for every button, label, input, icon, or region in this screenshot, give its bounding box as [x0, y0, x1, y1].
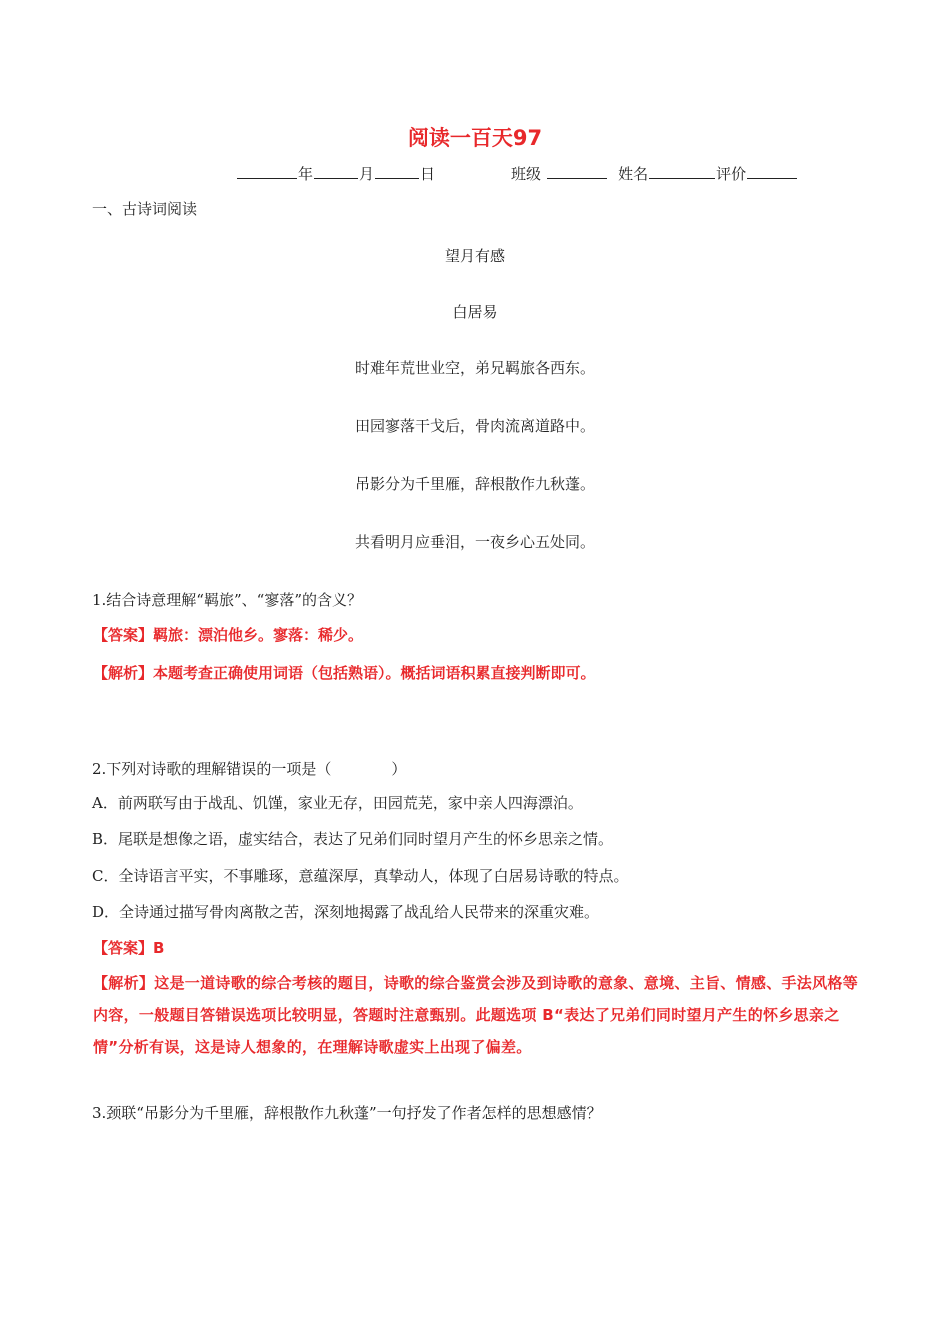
day-blank[interactable] — [375, 164, 419, 179]
option-d: D．全诗通过描写骨肉离散之苦，深刻地揭露了战乱给人民带来的深重灾难。 — [92, 903, 600, 921]
section-heading: 一、古诗词阅读 — [92, 200, 198, 218]
class-blank[interactable] — [547, 164, 607, 179]
option-b: B．尾联是想像之语，虚实结合，表达了兄弟们同时望月产生的怀乡思亲之情。 — [92, 830, 614, 848]
poem-line: 田园寥落干戈后，骨肉流离道路中。 — [354, 417, 595, 435]
poem-title: 望月有感 — [444, 247, 505, 265]
question-2: 2.下列对诗歌的理解错误的一项是（ ） — [92, 760, 407, 778]
header-info-line — [236, 163, 798, 184]
answer-1: 【答案】羁旅：漂泊他乡。寥落：稀少。 — [93, 626, 364, 644]
poem-line: 时难年荒世业空，弟兄羁旅各西东。 — [354, 359, 595, 377]
answer-2: 【答案】B — [93, 939, 165, 957]
poem-author: 白居易 — [452, 303, 498, 321]
question-3: 3.颈联“吊影分为千里雁，辞根散作九秋蓬”一句抒发了作者怎样的思想感情？ — [92, 1104, 602, 1122]
day-label: 日 — [420, 165, 436, 183]
page-title: 阅读一百天97 — [407, 126, 543, 150]
analysis-2: 【解析】这是一道诗歌的综合考核的题目，诗歌的综合鉴赏会涉及到诗歌的意象、意境、主旨、情感、手法风格等内容，一般题目答错误选项比较明显，答题时注意甄别。此题选项 B“表达了兄弟们同时望月产生的怀乡思亲之情”分析有误，这是诗人想象的，在理解诗歌虚实上出现了偏差。 — [93, 974, 859, 1056]
name-label: 姓名 — [618, 165, 649, 183]
name-blank[interactable] — [649, 164, 715, 179]
poem-line: 共看明月应垂泪，一夜乡心五处同。 — [354, 533, 595, 551]
month-label: 月 — [359, 165, 375, 183]
analysis-1: 【解析】本题考查正确使用词语（包括熟语）。概括词语积累直接判断即可。 — [93, 664, 596, 682]
poem-line: 吊影分为千里雁，辞根散作九秋蓬。 — [354, 475, 595, 493]
year-label: 年 — [298, 165, 314, 183]
eval-blank[interactable] — [747, 164, 797, 179]
year-blank[interactable] — [237, 164, 297, 179]
question-1: 1.结合诗意理解“羁旅”、“寥落”的含义？ — [92, 591, 362, 609]
month-blank[interactable] — [314, 164, 358, 179]
class-label: 班级 — [511, 165, 542, 183]
eval-label: 评价 — [716, 165, 747, 183]
option-a: A．前两联写由于战乱、饥馑，家业无存，田园荒芜，家中亲人四海漂泊。 — [92, 794, 583, 812]
option-c: C．全诗语言平实，不事雕琢，意蕴深厚，真挚动人，体现了白居易诗歌的特点。 — [92, 867, 629, 885]
